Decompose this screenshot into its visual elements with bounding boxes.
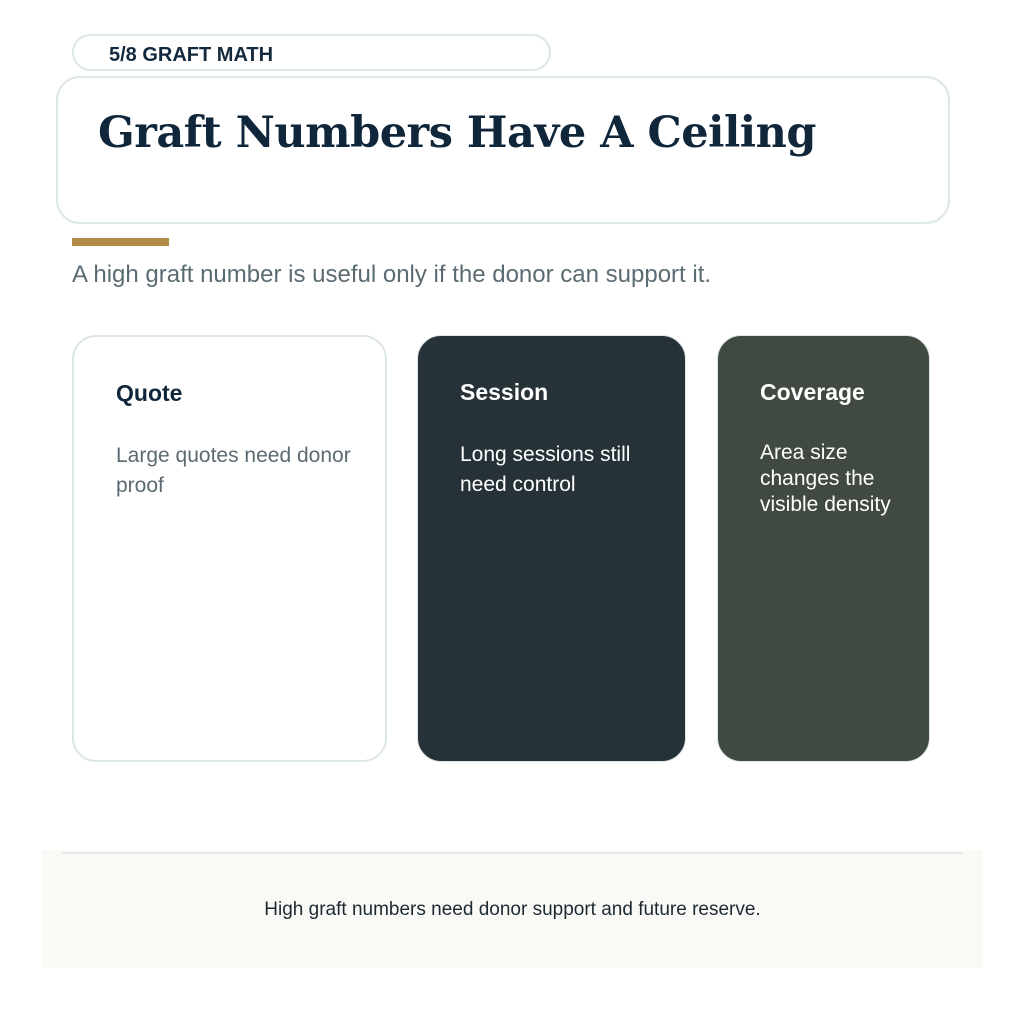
card-title: Session bbox=[460, 379, 549, 405]
card-title: Coverage bbox=[760, 379, 865, 405]
footer bbox=[42, 850, 983, 968]
footer-text: High graft numbers need donor support and future reserve. bbox=[264, 899, 761, 920]
card-body: Area size changes the visible density bbox=[760, 441, 891, 516]
card-body: Long sessions still need control bbox=[460, 443, 631, 496]
card-body: Large quotes need donor proof bbox=[116, 444, 351, 497]
section-pill bbox=[72, 34, 551, 71]
card-title: Quote bbox=[116, 380, 183, 406]
footer-divider bbox=[62, 852, 963, 854]
accent-bar bbox=[72, 238, 169, 246]
card-quote bbox=[72, 335, 387, 762]
section-label: 5/8 GRAFT MATH bbox=[109, 44, 274, 66]
card-session bbox=[417, 335, 686, 762]
card-coverage bbox=[717, 335, 930, 762]
title-box bbox=[56, 76, 950, 224]
page-subtitle: A high graft number is useful only if the donor can support it. bbox=[72, 261, 712, 288]
page-title: Graft Numbers Have A Ceiling bbox=[98, 108, 816, 158]
